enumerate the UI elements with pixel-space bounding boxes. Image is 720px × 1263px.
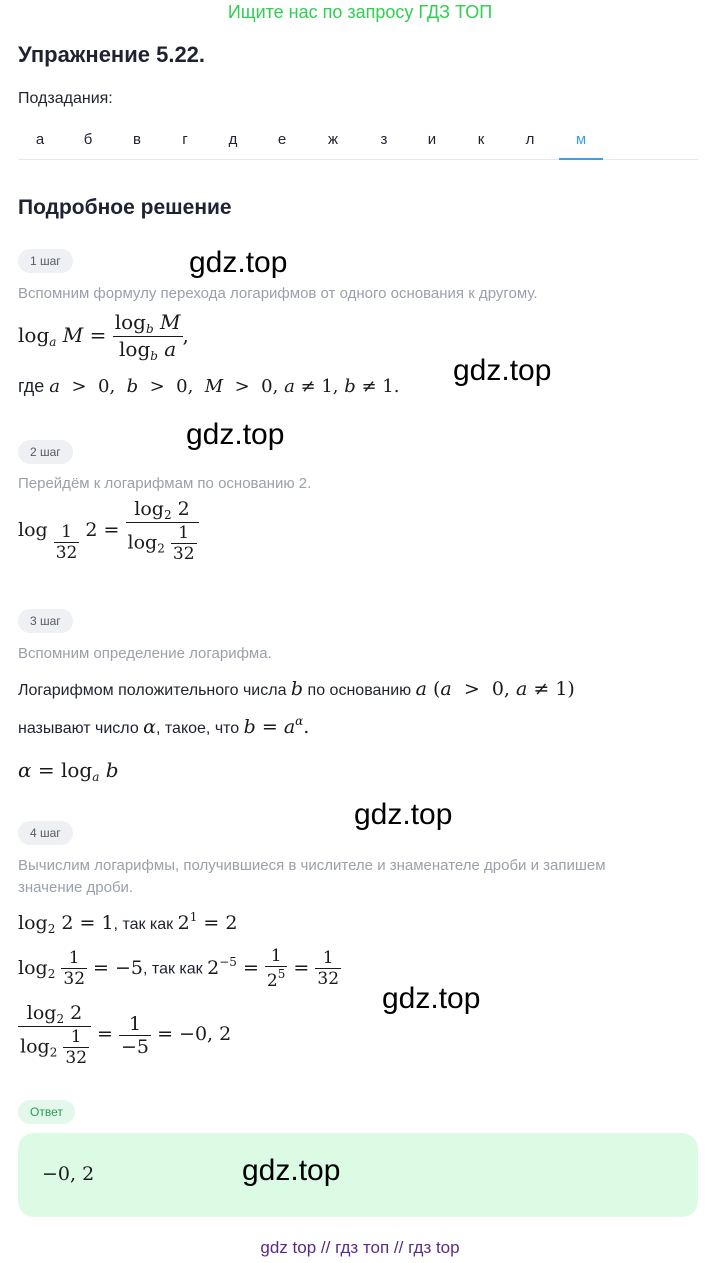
step-4-badge: 4 шаг [18, 821, 73, 845]
watermark: gdz.top [186, 418, 285, 451]
step-4-description-line-2: значение дроби. [18, 879, 134, 896]
tab-i[interactable]: и [427, 131, 437, 148]
answer-value: −0, 2 [42, 1163, 95, 1185]
subtask-tabs [18, 124, 698, 160]
watermark: gdz.top [453, 354, 552, 387]
solution-title: Подробное решение [18, 196, 232, 219]
tab-z[interactable]: з [380, 131, 388, 148]
tab-a[interactable]: а [35, 131, 45, 148]
step-3-badge: 3 шаг [18, 609, 73, 633]
step-4-description-line-1: Вычислим логарифмы, получившиеся в числителе и знаменателе дроби и запишем [18, 857, 606, 874]
log2-of-2-line: $\log_2 2 = 1$, так как $2^1 = 2$ [18, 910, 238, 936]
watermark: gdz.top [242, 1154, 341, 1187]
fraction-result: $\log_2 2$ $\log_2$ $\frac{1}{32}$ = $\frac{1}{-5}$ = −0, 2 [20, 1002, 232, 1068]
tab-k[interactable]: к [477, 131, 485, 148]
promo-banner: Ищите нас по запросу ГДЗ ТОП [227, 2, 493, 22]
tab-m[interactable]: м [559, 124, 603, 160]
watermark: gdz.top [354, 798, 453, 831]
tab-e[interactable]: е [277, 131, 287, 148]
where-word: где [18, 376, 45, 396]
answer-badge: Ответ [18, 1100, 75, 1124]
watermark: gdz.top [189, 246, 288, 279]
tab-d[interactable]: д [228, 131, 238, 148]
logarithm-definition-line-1: Логарифмом положительного числа b по основанию a (a > 0, a ≠ 1) [18, 678, 575, 700]
step-3-description: Вспомним определение логарифма. [18, 645, 272, 662]
watermark: gdz.top [382, 982, 481, 1015]
formula-conditions: где a > 0, b > 0, M > 0, a ≠ 1, b ≠ 1. [18, 376, 400, 397]
tab-l[interactable]: л [525, 131, 535, 148]
subtasks-label: Подзадания: [18, 90, 113, 107]
step-2-badge: 2 шаг [18, 440, 73, 464]
step-1-badge: 1 шаг [18, 249, 73, 273]
exercise-title: Упражнение 5.22. [18, 42, 206, 67]
tab-v[interactable]: в [133, 131, 141, 148]
tab-g[interactable]: г [182, 131, 188, 148]
tab-b[interactable]: б [83, 131, 93, 148]
change-of-base-formula: $\log_a M$ = $\frac{\log_b M}{\log_b a}$ , [18, 310, 189, 363]
footer-links[interactable]: gdz top // гдз топ // гдз top [260, 1238, 460, 1257]
answer-box [18, 1133, 698, 1217]
step-2-description: Перейдём к логарифмам по основанию 2. [18, 475, 312, 492]
alpha-formula: $\alpha = \log_a b$ [18, 758, 119, 784]
log2-of-1-32-line: $\log_2$ $\frac{1}{32}$ = −5, так как $2^{-5}$ = $\frac{1}{2^5}$ = $\frac{1}{32}$ [18, 946, 340, 991]
step-1-description: Вспомним формулу перехода логарифмов от одного основания к другому. [18, 285, 538, 302]
step-2-formula: log $\frac{1}{32}$ 2 = $\log_2 2$ $\log_2$ $\frac{1}{32}$ [18, 498, 199, 564]
tab-zh[interactable]: ж [327, 131, 339, 148]
logarithm-definition-line-2: называют число α, такое, что $b = a^\alpha$. [18, 714, 310, 738]
